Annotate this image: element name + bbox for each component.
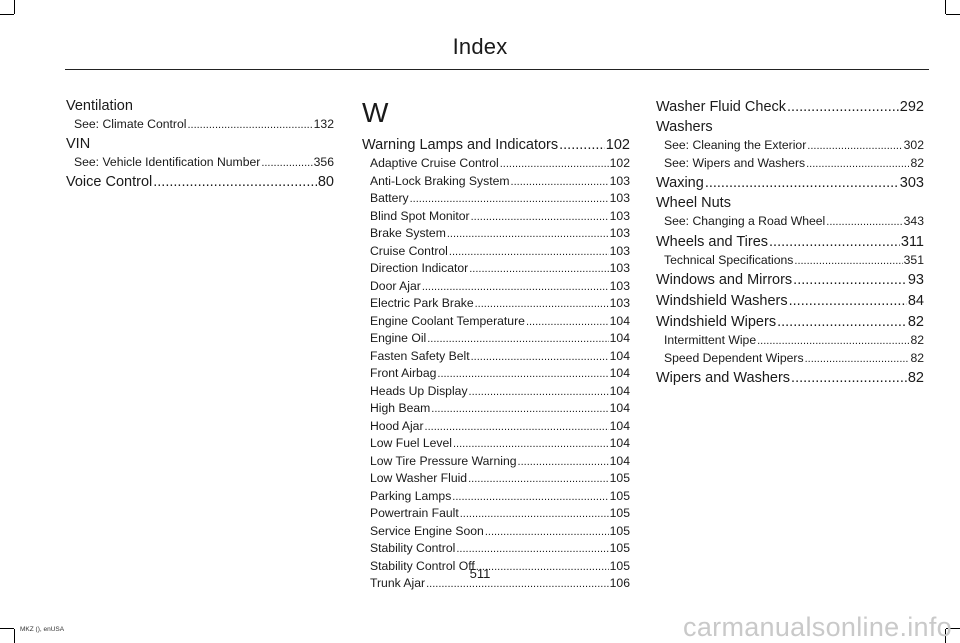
page-ref: 93 [907,272,924,288]
dot-leader [460,506,609,517]
index-subentry [66,116,334,134]
index-subentry [362,505,630,523]
index-subentry [362,470,630,488]
page-ref: 104 [609,348,630,363]
page-ref: 104 [609,331,630,345]
dot-leader [511,174,609,185]
dot-leader [826,214,902,225]
index-subentry [66,154,334,172]
index-subentry [362,173,630,191]
index-subentry [362,225,630,243]
dot-leader [559,136,605,151]
dot-leader [518,454,609,465]
page-ref: 343 [903,214,924,228]
dot-leader [427,331,608,342]
page-ref: 105 [609,488,630,503]
entry-label: Electric Park Brake [370,296,474,310]
entry-label: Intermittent Wipe [664,333,757,347]
index-subentry [362,435,630,453]
crop-mark [14,629,15,643]
dot-leader [468,471,609,482]
entry-label: Technical Specifications [664,252,794,267]
entry-label: Parking Lamps [370,488,452,503]
dot-leader [425,419,609,430]
page-ref: 103 [609,173,630,188]
page-ref: 104 [609,366,630,380]
crop-mark [945,0,946,14]
index-subentry [362,243,630,261]
entry-label: Direction Indicator [370,261,469,275]
entry-label: Low Washer Fluid [370,471,468,485]
page-ref: 351 [903,252,924,267]
index-entry [656,292,924,311]
index-entry [656,174,924,193]
index-subentry [362,365,630,383]
page-ref: 102 [609,156,630,170]
page-ref: 104 [609,453,630,468]
crop-mark [14,0,15,14]
dot-leader [153,173,317,188]
entry-label: Heads Up Display [370,383,468,398]
page-ref: 106 [609,576,630,590]
dot-leader [437,366,608,377]
dot-leader [453,436,609,447]
entry-label: Waxing [656,175,704,191]
entry-label: Hood Ajar [370,418,424,433]
index-entry [656,313,924,332]
dot-leader [805,351,910,362]
entry-label: Low Tire Pressure Warning [370,453,517,468]
page-ref: 104 [609,401,630,415]
dot-leader [787,98,899,113]
header-rule [65,69,929,70]
index-subentry [362,208,630,226]
index-column-3 [656,96,924,388]
document-code: MKZ (), enUSA [20,626,65,633]
index-entry [66,173,334,192]
index-column-1 [66,96,334,192]
dot-leader [807,138,902,149]
index-entries [362,136,630,593]
index-subentry [362,313,630,331]
page-ref: 82 [907,314,924,330]
entry-label: Cruise Control [370,243,448,258]
index-column-2 [362,96,630,593]
page-ref: 104 [609,313,630,328]
page-ref: 292 [899,99,924,115]
dot-leader [471,209,609,220]
entry-label: Door Ajar [370,278,421,293]
dot-leader [187,117,312,128]
entry-label: Engine Coolant Temperature [370,313,525,328]
entry-label: Speed Dependent Wipers [664,350,804,365]
page-ref: 102 [605,137,630,153]
page-ref: 82 [910,350,924,365]
entry-label: Windows and Mirrors [656,272,793,288]
dot-leader [449,244,609,255]
index-entry [656,98,924,117]
page-ref: 105 [609,541,630,555]
page-ref: 303 [899,175,924,191]
entry-label: See: Changing a Road Wheel [664,214,826,228]
crop-mark [0,628,14,629]
dot-leader [410,191,609,202]
index-heading: Wheel Nuts [656,195,731,211]
index-heading: Washers [656,119,713,135]
page-ref: 103 [609,226,630,240]
entry-label: Front Airbag [370,366,437,380]
dot-leader [777,313,907,328]
dot-leader [422,279,609,290]
index-subentry [362,540,630,558]
entry-label: Warning Lamps and Indicators [362,137,559,153]
dot-leader [757,333,909,344]
index-subentry [362,260,630,278]
page-ref: 105 [609,471,630,485]
page-ref: 104 [609,418,630,433]
dot-leader [789,292,907,307]
index-subentry [656,155,924,173]
entry-label: See: Vehicle Identification Number [74,154,261,169]
index-subentry [362,155,630,173]
entry-label: Powertrain Fault [370,506,459,520]
entry-label: Engine Oil [370,331,427,345]
index-subentry [362,278,630,296]
entry-label: See: Climate Control [74,117,187,131]
dot-leader [791,369,907,384]
dot-leader [471,349,609,360]
page-ref: 82 [907,370,924,386]
index-subentry [362,488,630,506]
index-subentry [656,350,924,368]
page-ref: 103 [609,278,630,293]
dot-leader [806,156,909,167]
dot-leader [452,489,608,500]
page-ref: 105 [609,523,630,538]
page-ref: 302 [903,138,924,152]
dot-leader [526,314,609,325]
section-letter: W [362,97,389,128]
entry-label: Wheels and Tires [656,233,769,250]
entry-label: Fasten Safety Belt [370,348,470,363]
page-ref: 80 [317,174,334,190]
entry-label: Service Engine Soon [370,523,484,538]
page-ref: 82 [910,333,924,347]
entry-label: Anti-Lock Braking System [370,173,510,188]
dot-leader [447,226,609,237]
index-entry [656,369,924,388]
crop-mark [0,14,14,15]
entry-label: Stability Control Off [370,558,475,573]
index-subentry [362,348,630,366]
entry-label: Wipers and Washers [656,370,791,386]
watermark: carmanualsonline.info [683,612,952,642]
page-ref: 105 [609,506,630,520]
index-subentry [656,213,924,231]
index-subentry [656,252,924,270]
index-subentry [362,295,630,313]
entry-label: Brake System [370,226,446,240]
entry-label: Windshield Washers [656,293,788,309]
dot-leader [469,384,609,395]
entry-label: Stability Control [370,541,456,555]
dot-leader [456,541,608,552]
entry-label: Trunk Ajar [370,576,426,590]
page-ref: 104 [609,436,630,450]
page-ref: 103 [609,261,630,275]
dot-leader [475,296,609,307]
index-subentry [656,332,924,350]
dot-leader [485,524,609,535]
page-ref: 103 [609,208,630,223]
index-subentry [362,523,630,541]
entry-label: High Beam [370,401,431,415]
index-subentry [362,453,630,471]
dot-leader [705,174,899,189]
dot-leader [794,253,902,264]
page-ref: 311 [900,233,924,250]
index-subentry [362,190,630,208]
entry-label: Voice Control [66,174,153,190]
page-ref: 103 [609,243,630,258]
index-subentry [362,330,630,348]
index-heading: VIN [66,135,91,152]
index-subentry [362,400,630,418]
dot-leader [261,155,312,166]
dot-leader [793,271,907,286]
page-ref: 104 [609,383,630,398]
entry-label: Washer Fluid Check [656,99,787,115]
entry-label: Low Fuel Level [370,436,452,450]
page-ref: 132 [313,117,334,131]
page-ref: 356 [313,154,334,169]
page-title: Index [452,34,508,59]
index-entry [362,136,630,155]
page-ref: 103 [609,296,630,310]
index-subentry [362,418,630,436]
entry-label: Battery [370,191,409,205]
crop-mark [946,14,960,15]
dot-leader [500,156,609,167]
entry-label: Blind Spot Monitor [370,208,470,223]
page-ref: 103 [609,191,630,205]
index-entry [656,271,924,290]
dot-leader [469,261,608,272]
dot-leader [769,233,900,248]
page-ref: 105 [609,558,630,573]
entry-label: See: Cleaning the Exterior [664,138,807,152]
index-subentry [362,383,630,401]
index-entry [656,233,924,252]
entry-label: Windshield Wipers [656,314,777,330]
page-ref: 84 [907,293,924,309]
page-ref: 82 [910,155,924,170]
index-subentry [656,137,924,155]
page-number: 511 [469,566,491,581]
index-heading: Ventilation [66,98,133,114]
dot-leader [431,401,608,412]
entry-label: See: Wipers and Washers [664,155,806,170]
entry-label: Adaptive Cruise Control [370,156,499,170]
